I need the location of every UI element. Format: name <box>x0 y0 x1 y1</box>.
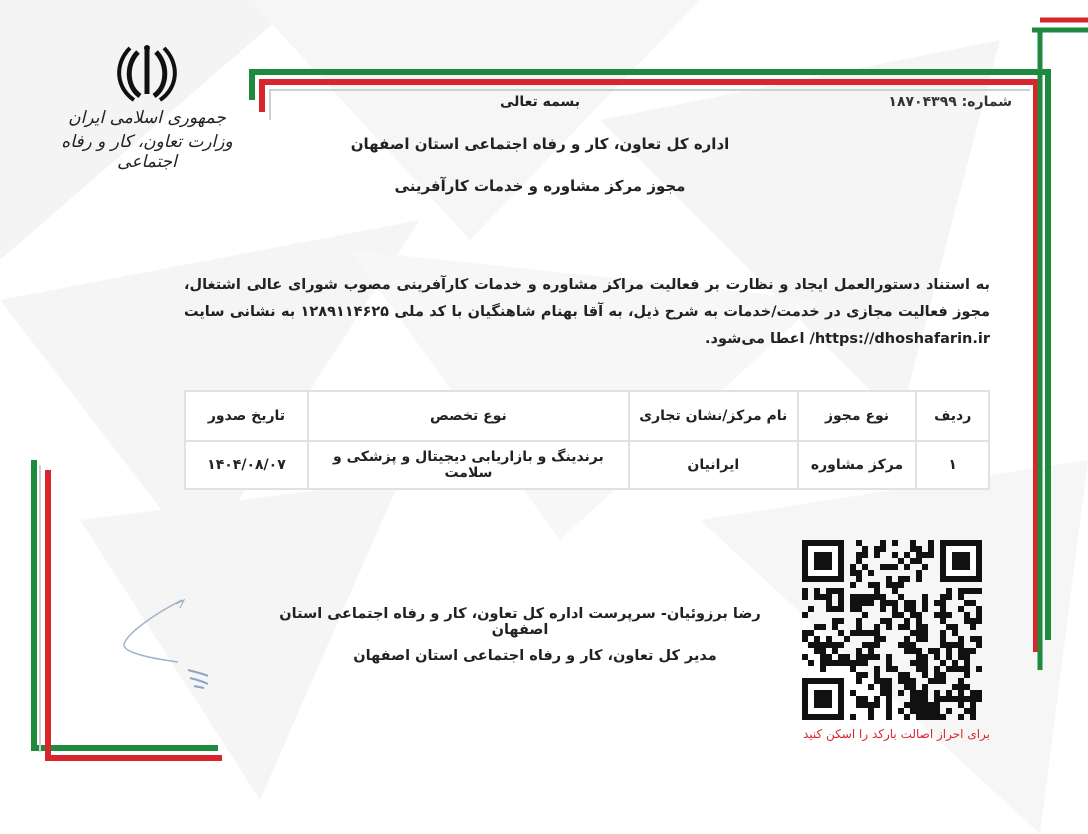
cell-permit-type: مرکز مشاوره <box>798 441 917 489</box>
cell-specialty: برندینگ و بازاریابی دیجیتال و پزشکی و سلامت <box>308 441 629 489</box>
cell-row-number: ۱ <box>916 441 989 489</box>
header-specialty: نوع تخصص <box>308 391 629 441</box>
header-permit-type: نوع مجوز <box>798 391 917 441</box>
number-value: ۱۸۷۰۴۳۹۹ <box>888 94 957 110</box>
org-title: اداره کل تعاون، کار و رفاه اجتماعی استان اصفهان <box>350 135 730 153</box>
bismillah: بسمه تعالی <box>499 94 581 110</box>
number-label: شماره: <box>961 94 1012 110</box>
header-issue-date: تاریخ صدور <box>185 391 308 441</box>
qr-caption: برای احراز اصالت بارکد را اسکن کنید <box>802 727 990 741</box>
permit-paragraph: به استناد دستورالعمل ایجاد و نظارت بر فعالیت مراکز مشاوره و خدمات کارآفرینی مصوب شورای عالی اشتغال، مجوز فعالیت مجازی در خدمت/خدمات به شرح ذیل، به آقا بهنام شاهنگیان با کد ملی ۱۲۸۹۱۱۴۶۲۵ به نشانی سایت https://dhoshafarin.ir/ اعطا می‌شود. <box>184 277 991 347</box>
qr-code-icon <box>802 540 982 720</box>
iran-emblem-icon <box>112 42 182 104</box>
document-number <box>888 94 1012 110</box>
header-center-name: نام مرکز/نشان تجاری <box>629 391 798 441</box>
handwritten-signature <box>118 592 228 702</box>
ministry-line1: جمهوری اسلامی ایران <box>68 108 226 128</box>
cell-issue-date: ۱۴۰۴/۰۸/۰۷ <box>185 441 308 489</box>
signatory-line2: مدیر کل تعاون، کار و رفاه اجتماعی استان اصفهان <box>353 648 717 664</box>
signatory-line1: رضا برزوئیان- سرپرست اداره کل تعاون، کار و رفاه اجتماعی استان اصفهان <box>279 606 761 638</box>
table-row <box>185 441 989 489</box>
table-header-row <box>185 391 989 441</box>
ministry-line2: وزارت تعاون، کار و رفاه اجتماعی <box>61 132 233 172</box>
cell-center-name: ایرانیان <box>629 441 798 489</box>
permit-title: مجوز مرکز مشاوره و خدمات کارآفرینی <box>394 177 686 195</box>
permit-table <box>184 390 990 490</box>
ministry-logo <box>52 42 242 172</box>
header-row-number: ردیف <box>916 391 989 441</box>
